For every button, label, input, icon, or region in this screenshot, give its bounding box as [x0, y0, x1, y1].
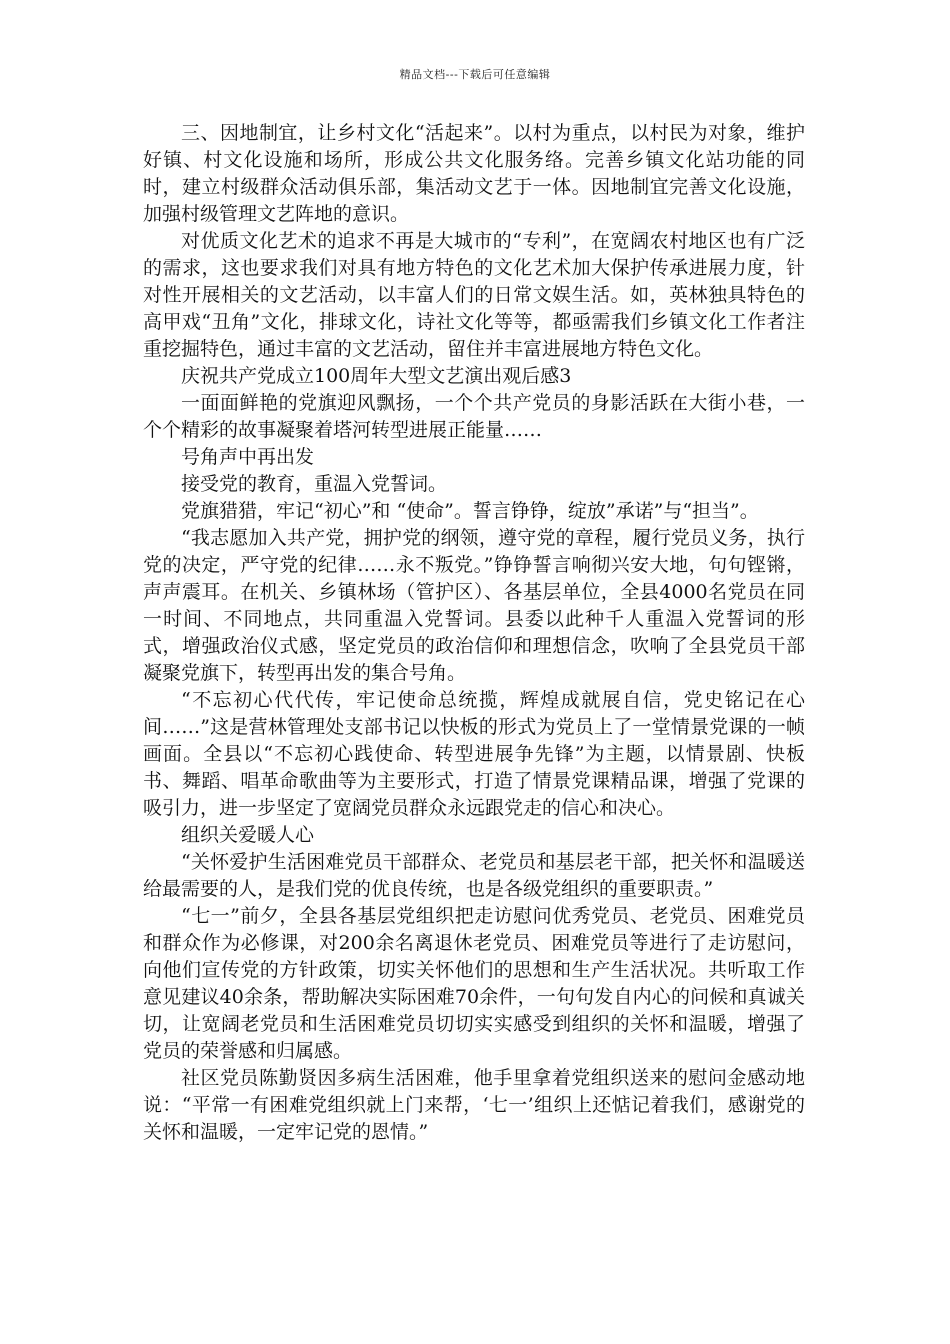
paragraph: 三、因地制宜，让乡村文化“活起来”。以村为重点，以村民为对象，维护好镇、村文化设施和场所，形成公共文化服务络。完善乡镇文化站功能的同时，建立村级群众活动俱乐部，集活动文艺于一体。因地制宜完善文化设施，加强村级管理文艺阵地的意识。: [143, 122, 805, 225]
subheading: 号角声中再出发: [181, 446, 315, 468]
paragraph: 对优质文化艺术的追求不再是大城市的“专利”，在宽阔农村地区也有广泛的需求，这也要求我们对具有地方特色的文化艺术加大保护传承进展力度，针对性开展相关的文艺活动，以丰富人们的日常文娱生活。如，英林独具特色的高甲戏“丑角”文化，排球文化，诗社文化等等，都亟需我们乡镇文化工作者注重挖掘特色，通过丰富的文艺活动，留住并丰富进展地方特色文化。: [143, 230, 805, 360]
paragraph: “我志愿加入共产党，拥护党的纲领，遵守党的章程，履行党员义务，执行党的决定，严守党的纪律……永不叛党。”铮铮誓言响彻兴安大地，句句铿锵，声声震耳。在机关、乡镇林场（管护区）、各基层单位，全县4000名党员在同一时间、不同地点，共同重温入党誓词。县委以此种千人重温入党誓词的形式，增强政治仪式感，坚定党员的政治信仰和理想信念，吹响了全县党员干部凝聚党旗下，转型再出发的集合号角。: [143, 527, 805, 684]
paragraph: “关怀爱护生活困难党员干部群众、老党员和基层老干部，把关怀和温暖送给最需要的人，是我们党的优良传统，也是各级党组织的重要职责。”: [143, 851, 805, 900]
paragraph: “七一”前夕，全县各基层党组织把走访慰问优秀党员、老党员、困难党员和群众作为必修课，对200余名离退休老党员、困难党员等进行了走访慰问，向他们宣传党的方针政策，切实关怀他们的思想和生产生活状况。共听取工作意见建议40余条，帮助解决实际困难70余件，一句句发自内心的问候和真诚关切，让宽阔老党员和生活困难党员切切实实感受到组织的关怀和温暖，增强了党员的荣誉感和归属感。: [143, 905, 805, 1062]
page-header: 精品文档---下载后可任意编辑: [399, 68, 551, 81]
paragraph: 一面面鲜艳的党旗迎风飘扬，一个个共产党员的身影活跃在大街小巷，一个个精彩的故事凝聚着塔河转型进展正能量……: [143, 392, 805, 441]
section-title: 庆祝共产党成立100周年大型文艺演出观后感3: [181, 365, 572, 387]
paragraph: “不忘初心代代传，牢记使命总统揽，辉煌成就展自信，党史铭记在心间……”这是营林管理处支部书记以快板的形式为党员上了一堂情景党课的一帧画面。全县以“不忘初心践使命、转型进展争先锋”为主题，以情景剧、快板书、舞蹈、唱革命歌曲等为主要形式，打造了情景党课精品课，增强了党课的吸引力，进一步坚定了宽阔党员群众永远跟党走的信心和决心。: [143, 689, 805, 819]
paragraph: 接受党的教育，重温入党誓词。: [181, 473, 448, 495]
document-body: [143, 120, 805, 1146]
paragraph: 社区党员陈勤贤因多病生活困难，他手里拿着党组织送来的慰问金感动地说：“平常一有困难党组织就上门来帮，‘七一’组织上还惦记着我们，感谢党的关怀和温暖，一定牢记党的恩情。”: [143, 1067, 805, 1143]
paragraph: 党旗猎猎，牢记“初心”和 “使命”。誓言铮铮，绽放”承诺”与“担当”。: [181, 500, 759, 522]
subheading: 组织关爱暖人心: [181, 824, 315, 846]
